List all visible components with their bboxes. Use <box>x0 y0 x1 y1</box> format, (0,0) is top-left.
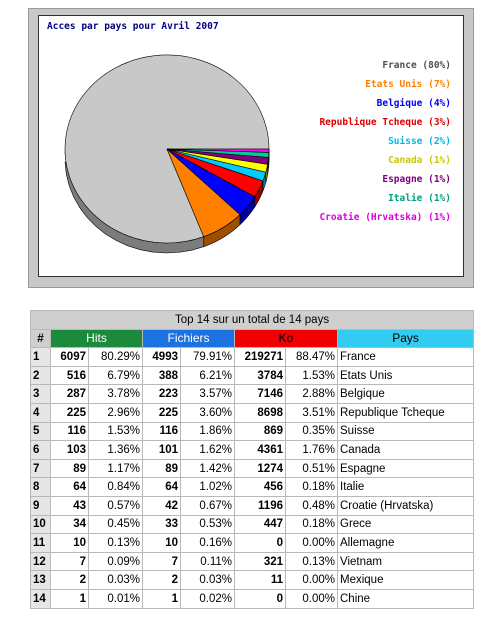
country-cell: Chine <box>338 589 474 608</box>
rank-cell: 3 <box>31 385 51 404</box>
table-row <box>31 478 474 497</box>
country-cell: Italie <box>338 478 474 497</box>
hits-percent-cell: 6.79% <box>89 366 143 385</box>
country-stats-table-wrap <box>30 310 473 609</box>
table-row <box>31 515 474 534</box>
rank-cell: 13 <box>31 571 51 590</box>
ko-cell: 7146 <box>235 385 286 404</box>
country-stats-table <box>30 310 474 609</box>
ko-cell: 456 <box>235 478 286 497</box>
hits-cell: 6097 <box>51 348 89 367</box>
rank-cell: 9 <box>31 496 51 515</box>
hits-cell: 7 <box>51 552 89 571</box>
hits-percent-cell: 1.17% <box>89 459 143 478</box>
files-percent-cell: 1.42% <box>181 459 235 478</box>
rank-cell: 6 <box>31 441 51 460</box>
hits-percent-cell: 0.57% <box>89 496 143 515</box>
table-body <box>31 348 474 608</box>
ko-percent-cell: 1.53% <box>286 366 338 385</box>
legend-item: Belgique (4%) <box>376 98 451 109</box>
hits-percent-cell: 0.13% <box>89 534 143 553</box>
country-cell: Grece <box>338 515 474 534</box>
ko-percent-cell: 0.13% <box>286 552 338 571</box>
legend-item: Etats Unis (7%) <box>365 79 451 90</box>
hits-cell: 516 <box>51 366 89 385</box>
country-cell: Belgique <box>338 385 474 404</box>
column-header-files: Fichiers <box>143 329 235 348</box>
ko-percent-cell: 0.18% <box>286 478 338 497</box>
hits-cell: 43 <box>51 496 89 515</box>
files-cell: 42 <box>143 496 181 515</box>
ko-percent-cell: 0.18% <box>286 515 338 534</box>
ko-cell: 8698 <box>235 403 286 422</box>
hits-percent-cell: 0.09% <box>89 552 143 571</box>
hits-cell: 116 <box>51 422 89 441</box>
files-percent-cell: 0.53% <box>181 515 235 534</box>
pie-chart-frame <box>28 8 474 288</box>
files-percent-cell: 0.67% <box>181 496 235 515</box>
files-cell: 225 <box>143 403 181 422</box>
hits-cell: 103 <box>51 441 89 460</box>
rank-cell: 5 <box>31 422 51 441</box>
files-percent-cell: 6.21% <box>181 366 235 385</box>
hits-cell: 2 <box>51 571 89 590</box>
hits-percent-cell: 3.78% <box>89 385 143 404</box>
ko-cell: 0 <box>235 534 286 553</box>
table-row <box>31 552 474 571</box>
files-cell: 89 <box>143 459 181 478</box>
country-cell: Etats Unis <box>338 366 474 385</box>
table-row <box>31 403 474 422</box>
files-percent-cell: 0.16% <box>181 534 235 553</box>
ko-percent-cell: 0.51% <box>286 459 338 478</box>
rank-cell: 12 <box>31 552 51 571</box>
table-row <box>31 366 474 385</box>
country-cell: Allemagne <box>338 534 474 553</box>
table-row <box>31 422 474 441</box>
files-percent-cell: 1.02% <box>181 478 235 497</box>
ko-cell: 219271 <box>235 348 286 367</box>
hits-percent-cell: 0.01% <box>89 589 143 608</box>
hits-cell: 34 <box>51 515 89 534</box>
rank-cell: 14 <box>31 589 51 608</box>
country-cell: Canada <box>338 441 474 460</box>
legend-item: Espagne (1%) <box>382 174 451 185</box>
column-header-hits: Hits <box>51 329 143 348</box>
country-cell: Croatie (Hrvatska) <box>338 496 474 515</box>
files-percent-cell: 0.03% <box>181 571 235 590</box>
hits-percent-cell: 0.84% <box>89 478 143 497</box>
files-percent-cell: 0.02% <box>181 589 235 608</box>
files-percent-cell: 0.11% <box>181 552 235 571</box>
rank-cell: 8 <box>31 478 51 497</box>
ko-cell: 4361 <box>235 441 286 460</box>
hits-cell: 89 <box>51 459 89 478</box>
table-row <box>31 589 474 608</box>
rank-cell: 2 <box>31 366 51 385</box>
files-percent-cell: 1.86% <box>181 422 235 441</box>
pie-chart-panel <box>38 15 464 277</box>
rank-cell: 11 <box>31 534 51 553</box>
ko-cell: 321 <box>235 552 286 571</box>
hits-percent-cell: 2.96% <box>89 403 143 422</box>
table-row <box>31 348 474 367</box>
files-cell: 116 <box>143 422 181 441</box>
ko-cell: 447 <box>235 515 286 534</box>
files-cell: 388 <box>143 366 181 385</box>
files-cell: 223 <box>143 385 181 404</box>
country-cell: France <box>338 348 474 367</box>
rank-cell: 10 <box>31 515 51 534</box>
ko-percent-cell: 0.00% <box>286 589 338 608</box>
files-percent-cell: 1.62% <box>181 441 235 460</box>
table-row <box>31 496 474 515</box>
ko-cell: 1196 <box>235 496 286 515</box>
hits-cell: 287 <box>51 385 89 404</box>
country-cell: Espagne <box>338 459 474 478</box>
ko-percent-cell: 88.47% <box>286 348 338 367</box>
files-percent-cell: 3.57% <box>181 385 235 404</box>
hits-percent-cell: 1.53% <box>89 422 143 441</box>
legend-item: Suisse (2%) <box>388 136 451 147</box>
ko-percent-cell: 0.48% <box>286 496 338 515</box>
table-title: Top 14 sur un total de 14 pays <box>31 311 474 330</box>
column-header-ko: Ko <box>235 329 338 348</box>
country-cell: Republique Tcheque <box>338 403 474 422</box>
hits-percent-cell: 80.29% <box>89 348 143 367</box>
chart-title: Acces par pays pour Avril 2007 <box>47 21 219 32</box>
files-percent-cell: 79.91% <box>181 348 235 367</box>
files-percent-cell: 3.60% <box>181 403 235 422</box>
ko-percent-cell: 0.35% <box>286 422 338 441</box>
ko-cell: 1274 <box>235 459 286 478</box>
hits-cell: 1 <box>51 589 89 608</box>
legend-item: Republique Tcheque (3%) <box>319 117 451 128</box>
hits-percent-cell: 0.03% <box>89 571 143 590</box>
files-cell: 7 <box>143 552 181 571</box>
files-cell: 33 <box>143 515 181 534</box>
files-cell: 64 <box>143 478 181 497</box>
rank-cell: 7 <box>31 459 51 478</box>
country-cell: Vietnam <box>338 552 474 571</box>
legend-item: Italie (1%) <box>388 193 451 204</box>
ko-percent-cell: 0.00% <box>286 534 338 553</box>
column-header-country: Pays <box>338 329 474 348</box>
files-cell: 10 <box>143 534 181 553</box>
table-row <box>31 534 474 553</box>
legend-item: Croatie (Hrvatska) (1%) <box>319 212 451 223</box>
files-cell: 2 <box>143 571 181 590</box>
ko-cell: 0 <box>235 589 286 608</box>
hits-percent-cell: 1.36% <box>89 441 143 460</box>
ko-cell: 11 <box>235 571 286 590</box>
table-row <box>31 459 474 478</box>
country-cell: Suisse <box>338 422 474 441</box>
ko-percent-cell: 0.00% <box>286 571 338 590</box>
ko-percent-cell: 1.76% <box>286 441 338 460</box>
table-row <box>31 441 474 460</box>
hits-percent-cell: 0.45% <box>89 515 143 534</box>
ko-percent-cell: 3.51% <box>286 403 338 422</box>
hits-cell: 225 <box>51 403 89 422</box>
ko-percent-cell: 2.88% <box>286 385 338 404</box>
country-cell: Mexique <box>338 571 474 590</box>
rank-cell: 1 <box>31 348 51 367</box>
legend-item: France (80%) <box>382 60 451 71</box>
table-row <box>31 571 474 590</box>
hits-cell: 10 <box>51 534 89 553</box>
files-cell: 1 <box>143 589 181 608</box>
rank-cell: 4 <box>31 403 51 422</box>
hits-cell: 64 <box>51 478 89 497</box>
ko-cell: 869 <box>235 422 286 441</box>
legend-item: Canada (1%) <box>388 155 451 166</box>
ko-cell: 3784 <box>235 366 286 385</box>
table-row <box>31 385 474 404</box>
files-cell: 4993 <box>143 348 181 367</box>
files-cell: 101 <box>143 441 181 460</box>
column-header-rank: # <box>31 329 51 348</box>
